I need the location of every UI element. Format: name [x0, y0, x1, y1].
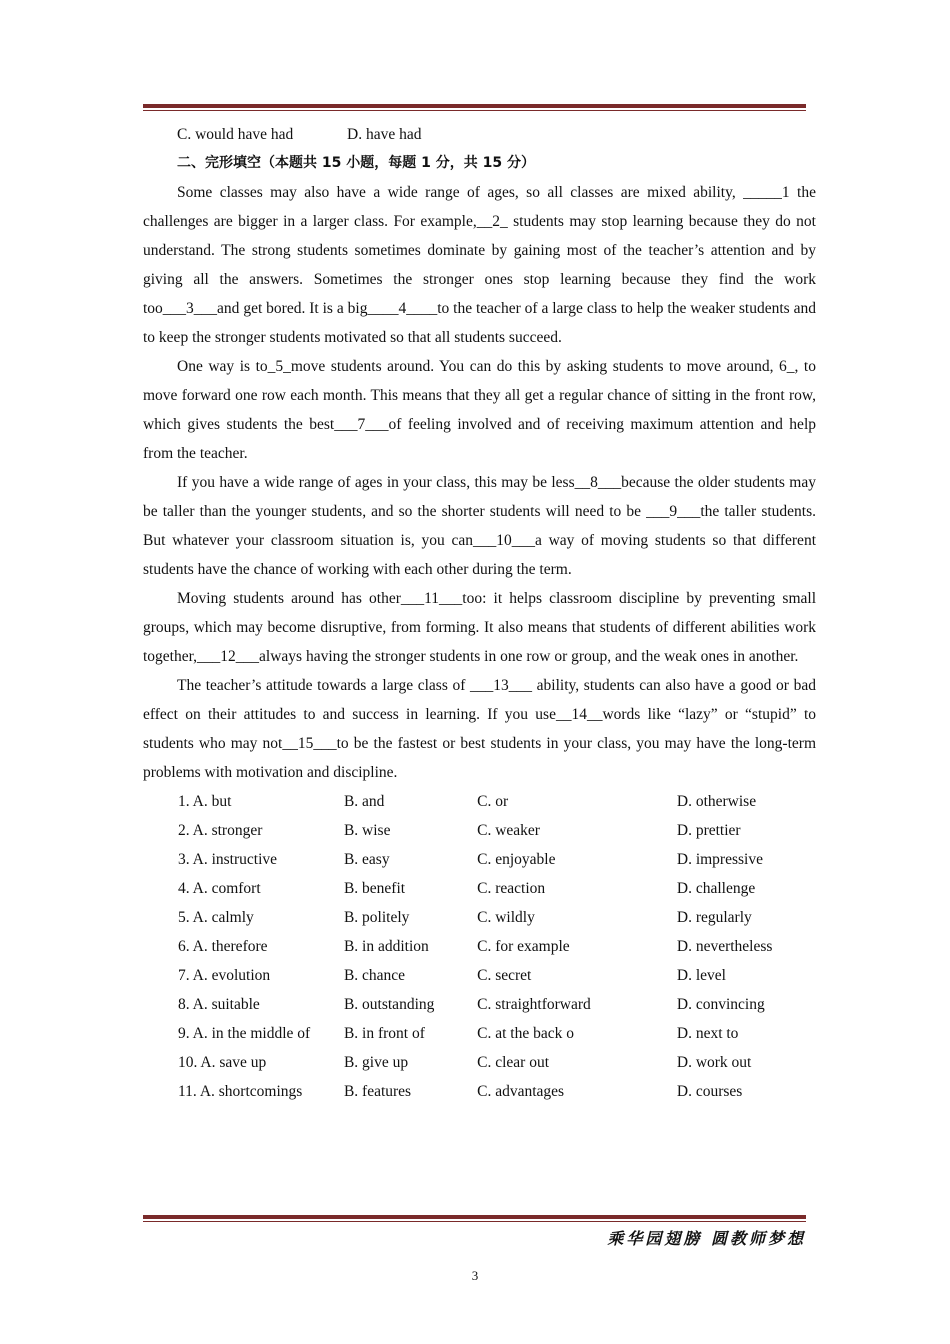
section-title: 二、完形填空（本题共 15 小题，每题 1 分，共 15 分）	[177, 155, 535, 171]
option-row	[143, 816, 816, 845]
option-row	[143, 1077, 816, 1106]
option-row	[143, 990, 816, 1019]
option-a: 3. A. instructive	[178, 851, 278, 868]
option-b: B. outstanding	[343, 996, 435, 1013]
previous-question-options	[143, 120, 816, 149]
option-row	[143, 845, 816, 874]
option-d: D. impressive	[676, 851, 763, 868]
option-c: C. at the back o	[477, 1025, 574, 1042]
option-b: B. in front of	[343, 1025, 425, 1042]
option-d: D. have had	[347, 126, 422, 143]
option-b: B. chance	[343, 967, 406, 984]
option-b: B. in addition	[343, 938, 429, 955]
page-content	[143, 120, 816, 1106]
passage-paragraph: If you have a wide range of ages in your class, this may be less__8___because the older students may be taller than the younger students, and so the shorter students will need to be ___9___the taller students. But whatever your classroom situation is, you can___10___a way of moving students so that different students have the chance of working with each other during the term.	[143, 474, 816, 578]
option-c: C. would have had	[177, 126, 294, 143]
option-d: D. courses	[676, 1083, 743, 1100]
option-row	[143, 787, 816, 816]
option-c: C. clear out	[477, 1054, 550, 1071]
option-d: D. level	[676, 967, 726, 984]
option-d: D. next to	[676, 1025, 739, 1042]
passage-paragraph: The teacher’s attitude towards a large class of ___13___ ability, students can also have a good or bad effect on their attitudes to and success in learning. If you use__14__words like “lazy” or “stupid” to students who may not__15___to be the fastest or best students in your class, you may have the long-term problems with motivation and discipline.	[143, 677, 816, 781]
option-d: D. nevertheless	[676, 938, 773, 955]
footer-rule	[143, 1215, 806, 1222]
option-b: B. easy	[343, 851, 390, 868]
option-row	[143, 903, 816, 932]
option-a: 6. A. therefore	[178, 938, 268, 955]
option-a: 4. A. comfort	[178, 880, 261, 897]
option-b: B. give up	[343, 1054, 409, 1071]
option-b: B. wise	[343, 822, 391, 839]
header-rule	[143, 104, 806, 111]
option-d: D. convincing	[676, 996, 765, 1013]
option-c: C. enjoyable	[477, 851, 556, 868]
option-a: 7. A. evolution	[178, 967, 271, 984]
option-a: 10. A. save up	[178, 1054, 267, 1071]
option-d: D. challenge	[676, 880, 756, 897]
passage-paragraph: Moving students around has other___11___too: it helps classroom discipline by preventing small groups, which may become disruptive, from forming. It also means that students of different abilities work together,___12___always having the stronger students in one row or group, and the weak ones in another.	[143, 590, 816, 665]
passage-paragraph: One way is to_5_move students around. You can do this by asking students to move around, 6_, to move forward one row each month. This means that they all get a regular chance of sitting in the front row, which gives students the best___7___of feeling involved and of receiving maximum attention and help from the teacher.	[143, 358, 816, 462]
passage-paragraph: Some classes may also have a wide range of ages, so all classes are mixed ability, _____1 the challenges are bigger in a larger class. For example,__2_ students may stop learning because they do not understand. The strong students sometimes dominate by gaining most of the teacher’s attention and by giving all the answers. Sometimes the stronger ones stop learning because they find the work too___3___and get bored. It is a big____4____to the teacher of a large class to help the weaker students and to keep the stronger students motivated so that all students succeed.	[143, 184, 816, 346]
option-b: B. politely	[343, 909, 410, 926]
option-a: 11. A. shortcomings	[178, 1083, 303, 1100]
option-d: D. work out	[676, 1054, 752, 1071]
option-c: C. for example	[477, 938, 570, 955]
option-c: C. straightforward	[477, 996, 591, 1013]
option-d: D. prettier	[676, 822, 741, 839]
option-row	[143, 1048, 816, 1077]
option-c: C. wildly	[477, 909, 535, 926]
option-c: C. or	[477, 793, 509, 810]
option-row	[143, 961, 816, 990]
option-a: 2. A. stronger	[178, 822, 263, 839]
option-a: 1. A. but	[178, 793, 232, 810]
page-number: 3	[471, 1268, 479, 1283]
footer-slogan: 乘华园翅膀 圆教师梦想	[607, 1229, 806, 1248]
option-b: B. features	[343, 1083, 412, 1100]
option-row	[143, 1019, 816, 1048]
option-b: B. benefit	[343, 880, 406, 897]
answer-options	[143, 787, 816, 1106]
option-a: 9. A. in the middle of	[178, 1025, 311, 1042]
option-c: C. secret	[477, 967, 532, 984]
option-b: B. and	[343, 793, 385, 810]
option-c: C. advantages	[477, 1083, 565, 1100]
option-row	[143, 874, 816, 903]
option-d: D. regularly	[676, 909, 752, 926]
option-a: 8. A. suitable	[178, 996, 260, 1013]
option-a: 5. A. calmly	[178, 909, 254, 926]
option-row	[143, 932, 816, 961]
option-c: C. weaker	[477, 822, 540, 839]
option-d: D. otherwise	[676, 793, 757, 810]
option-c: C. reaction	[477, 880, 546, 897]
